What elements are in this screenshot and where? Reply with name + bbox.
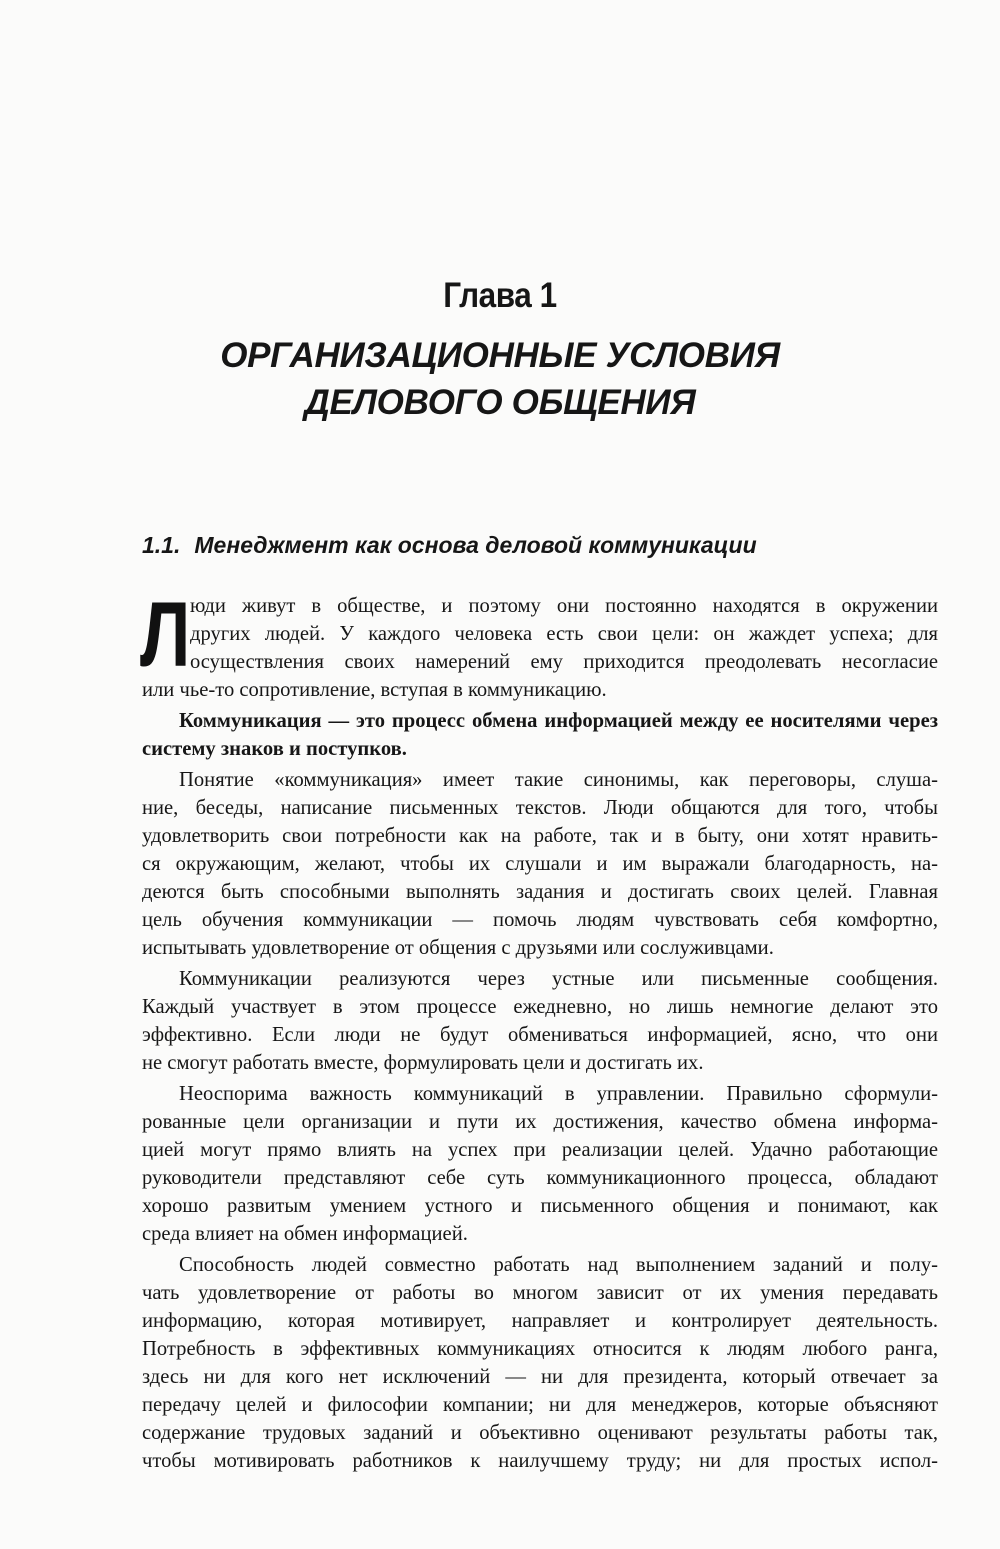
definition-paragraph <box>142 707 938 763</box>
text-line: цель обучения коммуникации — помочь людям чувствовать себя комфортно, <box>142 909 938 931</box>
section-heading <box>142 530 902 560</box>
section-title: Менеджмент как основа деловой коммуникации <box>194 532 757 558</box>
text-line: передачу целей и философии компании; ни для менеджеров, которые объясняют <box>142 1394 938 1416</box>
text-line: удовлетворить свои потребности как на работе, так и в быту, они хотят нравить- <box>142 825 938 847</box>
paragraph <box>142 1251 938 1475</box>
text-line: рованные цели организации и пути их достижения, качество обмена информа- <box>142 1111 938 1133</box>
text-line: не смогут работать вместе, формулировать цели и достигать их. <box>142 1052 704 1074</box>
text-line: других людей. У каждого человека есть свои цели: он жаждет успеха; для <box>190 623 938 645</box>
text-line: ние, беседы, написание письменных текстов. Люди общаются для того, чтобы <box>142 797 938 819</box>
text-line: эффективно. Если люди не будут обмениваться информацией, ясно, что они <box>142 1024 938 1046</box>
text-line: Коммуникации реализуются через устные или письменные сообщения. <box>179 968 938 990</box>
text-line: хорошо развитым умением устного и письменного общения и понимают, как <box>142 1195 938 1217</box>
text-line: юди живут в обществе, и поэтому они постоянно находятся в окружении <box>190 595 938 617</box>
text-line: чать удовлетворение от работы во многом зависит от их умения передавать <box>142 1282 938 1304</box>
drop-cap: Л <box>140 584 191 686</box>
chapter-title <box>0 332 1000 426</box>
text-line: или чье-то сопротивление, вступая в коммуникацию. <box>142 679 607 701</box>
text-line: систему знаков и поступков. <box>142 738 407 760</box>
chapter-title-line: ОРГАНИЗАЦИОННЫЕ УСЛОВИЯ <box>220 336 780 375</box>
text-line: Каждый участвует в этом процессе ежедневно, но лишь немногие делают это <box>142 996 938 1018</box>
text-line: Способность людей совместно работать над выполнением заданий и полу- <box>179 1254 938 1276</box>
paragraph <box>142 965 938 1077</box>
text-line: Потребность в эффективных коммуникациях относится к людям любого ранга, <box>142 1338 938 1360</box>
text-line: осуществления своих намерений ему приходится преодолевать несогласие <box>190 651 938 673</box>
text-line: испытывать удовлетворение от общения с друзьями или сослуживцами. <box>142 937 774 959</box>
text-line: среда влияет на обмен информацией. <box>142 1223 468 1245</box>
chapter-title-line: ДЕЛОВОГО ОБЩЕНИЯ <box>304 383 696 422</box>
text-line: руководители представляют себе суть коммуникационного процесса, обладают <box>142 1167 938 1189</box>
text-line: Неоспорима важность коммуникаций в управлении. Правильно сформули- <box>179 1083 938 1105</box>
body-text <box>140 584 938 1475</box>
text-line: деются быть способными выполнять задания и достигать своих целей. Главная <box>142 881 938 903</box>
chapter-label: Глава 1 <box>443 276 557 315</box>
section-number: 1.1. <box>142 532 181 558</box>
paragraph <box>140 584 938 704</box>
paragraph <box>142 766 938 962</box>
text-line: здесь ни для кого нет исключений — ни для президента, который отвечает за <box>142 1366 938 1388</box>
text-line: Понятие «коммуникация» имеет такие синонимы, как переговоры, слуша- <box>179 769 938 791</box>
text-line: ся окружающим, желают, чтобы их слушали и им выражали благодарность, на- <box>142 853 938 875</box>
text-line: чтобы мотивировать работников к наилучшему труду; ни для простых испол- <box>142 1450 938 1472</box>
text-line: цией могут прямо влиять на успех при реализации целей. Удачно работающие <box>142 1139 938 1161</box>
text-line: Коммуникация — это процесс обмена информацией между ее носителями через <box>179 710 938 732</box>
paragraph <box>142 1080 938 1248</box>
text-line: содержание трудовых заданий и объективно оценивают результаты работы так, <box>142 1422 938 1444</box>
text-line: информацию, которая мотивирует, направляет и контролирует деятельность. <box>142 1310 938 1332</box>
